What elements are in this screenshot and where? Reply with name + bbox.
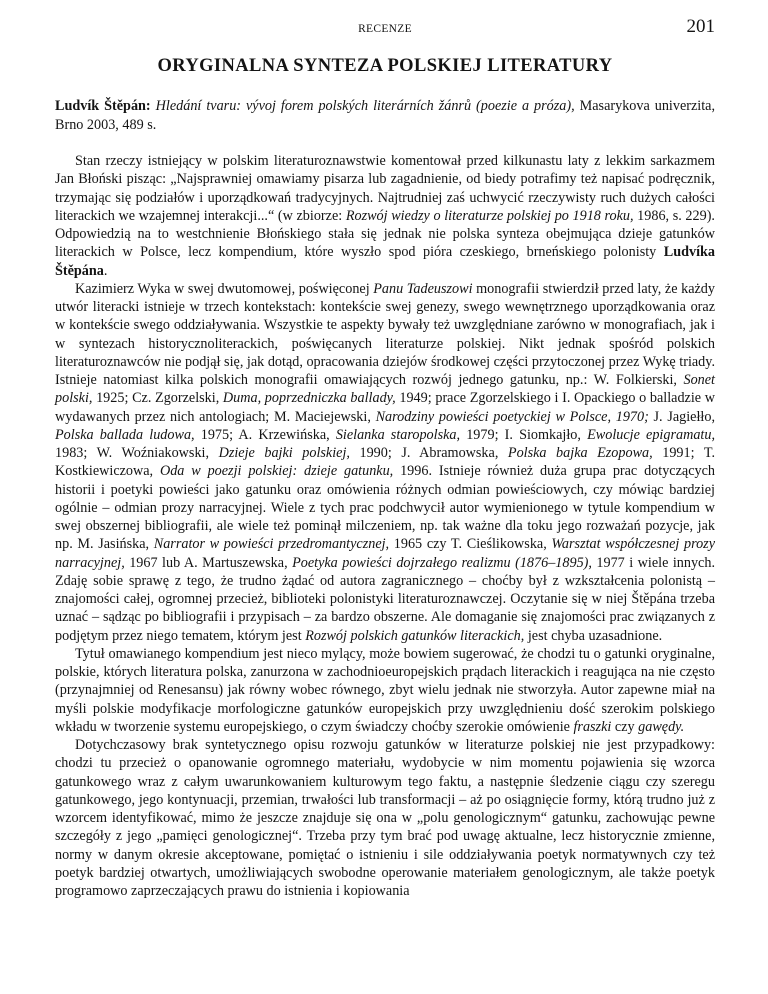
- paragraph-text: Tytuł omawianego kompendium jest nieco mylący, może bowiem sugerować, że chodzi tu o gatunki oryginalne, polskie, których literatura polska, zanurzona w zachodnioeuropejskich prądach literackich i reagująca na nie często (przynajmniej od Renesansu) jak równy wobec równego, zbyt wielu jednak nie stworzyła. Autor zapewne miał na myśli polskie modyfikacje morfologiczne gatunków europejskich przy uwzględnieniu dość szerokim polskiego wkładu w tworzenie systemu europejskiego, o czym świadczy choćby szerokie omówienie: [55, 645, 715, 735]
- paragraph-text: czy: [611, 718, 639, 735]
- reviewed-author: Ludvík Štěpán:: [55, 98, 151, 114]
- paragraph-text: 1991; T. Kostkiewiczowa,: [55, 445, 715, 480]
- paragraph-text: 1949; prace Zgorzelskiego i I. Opackiego o balladzie w wydawanych przez nich antologiach; M. Maciejewski,: [55, 390, 715, 425]
- italic-title-text: Sonet polski,: [55, 372, 715, 407]
- article-title: ORYGINALNA SYNTEZA POLSKIEJ LITERATURY: [157, 56, 613, 76]
- italic-title-text: Panu Tadeuszowi: [373, 280, 473, 297]
- italic-title-text: Rozwój polskich gatunków literackich,: [305, 627, 525, 644]
- body-paragraph: [55, 152, 715, 280]
- bold-text: Ludvíka Štěpána: [55, 244, 715, 279]
- italic-title-text: gawędy.: [638, 718, 685, 735]
- italic-title-text: Poetyka powieści dojrzałego realizmu (1876–1895),: [292, 554, 592, 571]
- section-label: RECENZE: [358, 23, 412, 35]
- body-paragraph: [55, 736, 715, 900]
- italic-title-text: Oda w poezji polskiej: dzieje gatunku,: [159, 463, 394, 480]
- paragraph-text: .: [103, 262, 108, 279]
- page-number: 201: [686, 16, 715, 37]
- italic-title-text: Ewolucje epigramatu,: [587, 426, 715, 443]
- paragraph-text: Stan rzeczy istniejący w polskim literaturoznawstwie komentował przed kilkunastu laty z lekkim sarkazmem Jan Błoński pisząc: „Najsprawniej omawiamy pisarza lub zagadnienie, od biedy potrafimy też napisać podręcznik, trzymając się podziałów i uporządkowań tradycyjnych. Najtrudniej zaś uchwycić rzeczywisty ruch dużych całości literackich we wzajemnej interakcji...“ (w zbiorze:: [55, 153, 715, 224]
- paragraph-text: 1979; I. Siomkajło,: [460, 426, 588, 443]
- book-reference: [55, 97, 715, 135]
- italic-title-text: Sielanka staropolska,: [335, 426, 461, 443]
- reviewed-book-title: Hledání tvaru: vývoj forem polských literárních žánrů (poezie a próza),: [155, 98, 575, 114]
- paragraph-text: 1965 czy T. Cieślikowska,: [389, 536, 552, 553]
- italic-title-text: Polska bajka Ezopowa,: [507, 445, 653, 461]
- paragraph-text: Kazimierz Wyka w swej dwutomowej, poświęconej: [75, 280, 374, 297]
- paragraph-text: monografii stwierdził przed laty, że każdy utwór literacki istnieje w trzech kontekstach: kontekście swej genezy, swego wewnętrznego uporządkowania oraz w kontekście swego oddziaływania. Wszystkie te aspekty bywały też uwzględniane zarówno w monografiach, jak i w syntezach historycznoliterackich, poświęcanych literaturze polskiej. Nikt jednak spośród polskich literaturoznawców nie podjął się, jak dotąd, opracowania dziejów środkowej części przytoczonej przez Wykę triady. Istnieje natomiast kilka polskich monografii omawiających rozwój jednego gatunku, np.: W. Folkierski,: [55, 280, 715, 388]
- body-paragraph: [55, 645, 715, 736]
- italic-title-text: Narrator w powieści przedromantycznej,: [153, 536, 390, 553]
- paragraph-text: 1986, s. 229). Odpowiedzią na to westchnienie Błońskiego stała się jednak nie polska synteza obejmująca dzieje gatunków literackich w Polsce, lecz kompendium, które wyszło spod pióra czeskiego, brneńskiego polonisty: [55, 207, 715, 261]
- paragraph-text: 1983; W. Woźniakowski,: [55, 445, 219, 461]
- paragraph-text: Dotychczasowy brak syntetycznego opisu rozwoju gatunków w literaturze polskiej nie jest przypadkowy: chodzi tu przecież o opanowanie ogromnego materiału, wydobycie w nim momentu pojawienia się wzorca gatunkowego wraz z całym uwarunkowaniem kulturowym tego faktu, a następnie śledzenie ciągu czy szeregu gatunkowego, jego kontynuacji, przemian, trwałości lub transformacji – aż po osiągnięcie formy, którą trudno już z wzorcem identyfikować, mimo że jeszcze znajduje się ona w „polu genologicznym“ gatunku, zachowując pewne szczegóły z jego „pamięci genologicznej“. Trzeba przy tym brać pod uwagę aktualne, lecz historycznie zmienne, normy w danym okresie akceptowane, pomiętać o istnieniu i sile oddziaływania poetyk normatywnych czy też poetyk bardziej otwartych, umożliwiających swobodne operowanie materiałem genologicznym, ale także poetyk programowo zaprzeczających prawu do istnienia i kopiowania: [55, 737, 715, 899]
- italic-title-text: Narodziny powieści poetyckiej w Polsce, 1970;: [375, 408, 649, 425]
- paragraph-text: 1977 i wiele innych. Zdaję sobie sprawę z tego, że trudno żądać od autora zagranicznego – choćby był z wzkształcenia polonistą – znajomości całej, ogromnej przecież, biblioteki polonistyki literaturoznawczej. Oczytanie się w niej Štěpána trzeba uznać – sądząc po bibliografii i przypisach – za bardzo obszerne. Ale domaganie się znajomości prac związanych z podjętym przez niego tematem, którym jest: [55, 554, 715, 644]
- running-head: [55, 16, 715, 42]
- italic-title-text: Polska ballada ludowa,: [55, 426, 195, 443]
- body-paragraph: [55, 280, 715, 645]
- italic-title-text: fraszki: [573, 718, 612, 735]
- italic-title-text: Duma, poprzedniczka ballady,: [222, 390, 396, 407]
- paragraph-text: 1975; A. Krzewińska,: [194, 426, 336, 443]
- publication-info: Masarykova univerzita, Brno 2003, 489 s.: [55, 98, 716, 133]
- italic-title-text: Dzieje bajki polskiej,: [218, 445, 350, 461]
- paragraph-text: J. Jagiełło,: [648, 408, 715, 425]
- italic-title-text: Warsztat współczesnej prozy narracyjnej,: [55, 536, 715, 571]
- italic-title-text: Rozwój wiedzy o literaturze polskiej po 1918 roku,: [345, 207, 634, 224]
- paragraph-text: 1990; J. Abramowska,: [349, 445, 508, 461]
- paragraph-text: 1967 lub A. Martuszewska,: [124, 554, 293, 571]
- page: [55, 16, 715, 900]
- paragraph-text: jest chyba uzasadnione.: [524, 627, 663, 644]
- article-body: [55, 152, 715, 900]
- paragraph-text: 1925; Cz. Zgorzelski,: [92, 390, 223, 407]
- paragraph-text: 1996. Istnieje również duża grupa prac dotyczących historii i poetyki powieści jako gatunku oraz omówienia różnych odmian powieściowych, czy mówiąc bardziej ogólnie – odmian prozy narracyjnej. Wiele z tych prac podchwycił autor wymienionego w tytule kompendium w swej obszernej bibliografii, ale wiele też pominął milczeniem, np. tak ważne dla toku jego rozważań pozycje, jak np. M. Jasińska,: [55, 463, 715, 553]
